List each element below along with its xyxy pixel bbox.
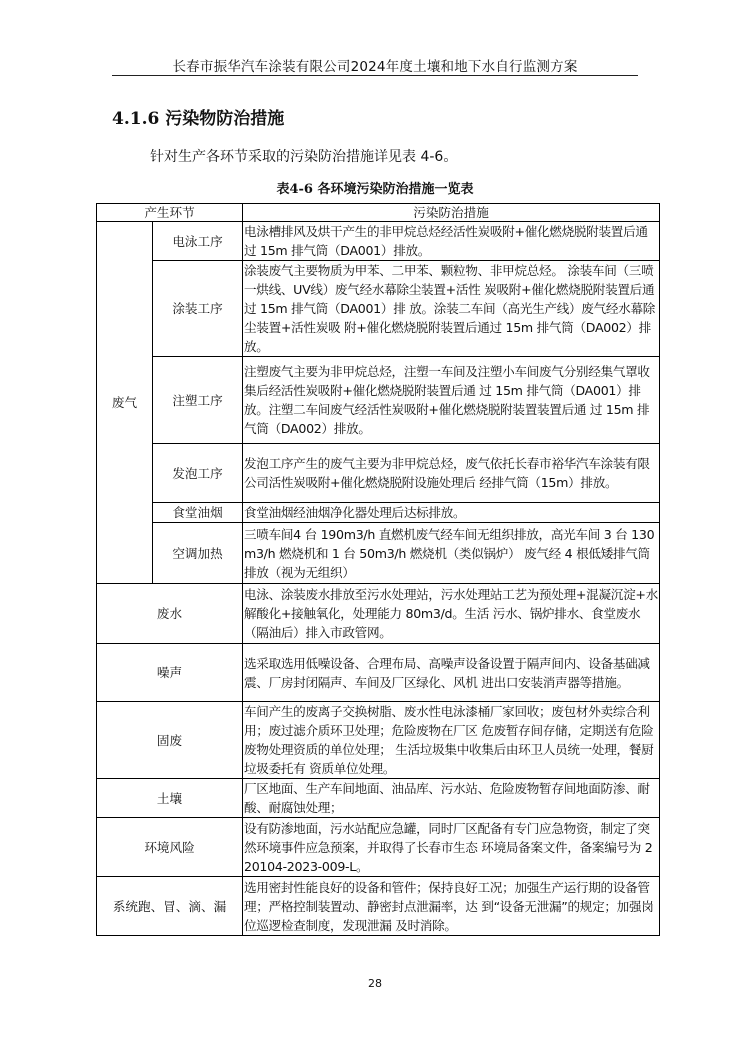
category-waste-gas: 废气 <box>97 222 153 584</box>
measure-text: 涂装废气主要物质为甲苯、二甲苯、颗粒物、非甲烷总烃。 涂装车间（三喷一烘线、UV线）废气经水幕除尘装置+活性 炭吸附+催化燃烧脱附装置后通过 15m 排气筒（DA001）排 放。涂装二车间（高光生产线）废气经水幕除尘装置+活性炭吸 附+催化燃烧脱附装置后通过 15m 排气筒（DA002）排放。 <box>243 261 660 357</box>
table-row <box>97 523 660 584</box>
measure-text: 选采取选用低噪设备、合理布局、高噪声设备设置于隔声间内、设备基础减震、厂房封闭隔声、车间及厂区绿化、风机 进出口安装消声器等措施。 <box>243 644 660 702</box>
table-row <box>97 644 660 702</box>
table-row <box>97 877 660 936</box>
table-row <box>97 503 660 523</box>
table-caption: 表4-6 各环境污染防治措施一览表 <box>276 182 474 197</box>
header-divider <box>112 75 638 76</box>
measure-text: 厂区地面、生产车间地面、油品库、污水站、危险废物暂存间地面防渗、耐酸、耐腐蚀处理； <box>243 779 660 818</box>
column-header-stage: 产生环节 <box>97 204 243 222</box>
measure-text: 设有防渗地面，污水站配应急罐，同时厂区配备有专门应急物资，制定了突然环境事件应急预案，并取得了长春市生态 环境局备案文件，备案编号为 220104-2023-009-L。 <box>243 818 660 877</box>
table-row <box>97 702 660 779</box>
measure-text: 车间产生的废离子交换树脂、废水性电泳漆桶厂家回收；废包材外卖综合利用；废过滤介质环卫处理；危险废物在厂区 危废暂存间存储，定期送有危险废物处理资质的单位处理； 生活垃圾集中收集后由环卫人员统一处理，餐厨垃圾委托有 资质单位处理。 <box>243 702 660 779</box>
table-row <box>97 584 660 644</box>
section-heading: 4.1.6 污染物防治措施 <box>112 109 285 129</box>
subcategory-cell: 涂装工序 <box>153 261 243 357</box>
category-cell: 系统跑、冒、滴、漏 <box>97 877 243 936</box>
table-row <box>97 779 660 818</box>
page-number: 28 <box>368 977 382 990</box>
table-row <box>97 444 660 503</box>
category-cell: 环境风险 <box>97 818 243 877</box>
intro-paragraph: 针对生产各环节采取的污染防治措施详见表 4-6。 <box>150 149 458 165</box>
subcategory-cell: 电泳工序 <box>153 222 243 261</box>
measure-text: 电泳、涂装废水排放至污水处理站，污水处理站工艺为预处理+混凝沉淀+水解酸化+接触氧化，处理能力 80m3/d。生活 污水、锅炉排水、食堂废水（隔油后）排入市政管网。 <box>243 584 660 644</box>
category-cell: 固废 <box>97 702 243 779</box>
category-cell: 废水 <box>97 584 243 644</box>
pollution-measures-table <box>96 203 660 936</box>
table-row <box>97 261 660 357</box>
measure-text: 三喷车间4 台 190m3/h 直燃机废气经车间无组织排放，高光车间 3 台 130m3/h 燃烧机和 1 台 50m3/h 燃烧机（类似锅炉） 废气经 4 根低矮排气筒排放（视为无组织） <box>243 523 660 584</box>
measure-text: 食堂油烟经油烟净化器处理后达标排放。 <box>243 503 660 523</box>
running-header: 长春市振华汽车涂装有限公司2024年度土壤和地下水自行监测方案 <box>172 59 578 75</box>
subcategory-cell: 发泡工序 <box>153 444 243 503</box>
table-row <box>97 222 660 261</box>
measure-text: 发泡工序产生的废气主要为非甲烷总烃，废气依托长春市裕华汽车涂装有限公司活性炭吸附+催化燃烧脱附设施处理后 经排气筒（15m）排放。 <box>243 444 660 503</box>
subcategory-cell: 食堂油烟 <box>153 503 243 523</box>
category-cell: 噪声 <box>97 644 243 702</box>
table-header-row <box>97 204 660 222</box>
measure-text: 电泳槽排风及烘干产生的非甲烷总烃经活性炭吸附+催化燃烧脱附装置后通过 15m 排气筒（DA001）排放。 <box>243 222 660 261</box>
subcategory-cell: 注塑工序 <box>153 357 243 444</box>
category-cell: 土壤 <box>97 779 243 818</box>
table-row <box>97 818 660 877</box>
subcategory-cell: 空调加热 <box>153 523 243 584</box>
table-row <box>97 357 660 444</box>
column-header-measures: 污染防治措施 <box>243 204 660 222</box>
measure-text: 选用密封性能良好的设备和管件；保持良好工况；加强生产运行期的设备管理；严格控制装置动、静密封点泄漏率，达 到“设备无泄漏”的规定；加强岗位巡逻检查制度，发现泄漏 及时消除。 <box>243 877 660 936</box>
measure-text: 注塑废气主要为非甲烷总烃，注塑一车间及注塑小车间废气分别经集气罩收集后经活性炭吸附+催化燃烧脱附装置后通 过 15m 排气筒（DA001）排放。注塑二车间废气经活性炭吸附+催化燃烧脱附装置装置后通 过 15m 排气筒（DA002）排放。 <box>243 357 660 444</box>
